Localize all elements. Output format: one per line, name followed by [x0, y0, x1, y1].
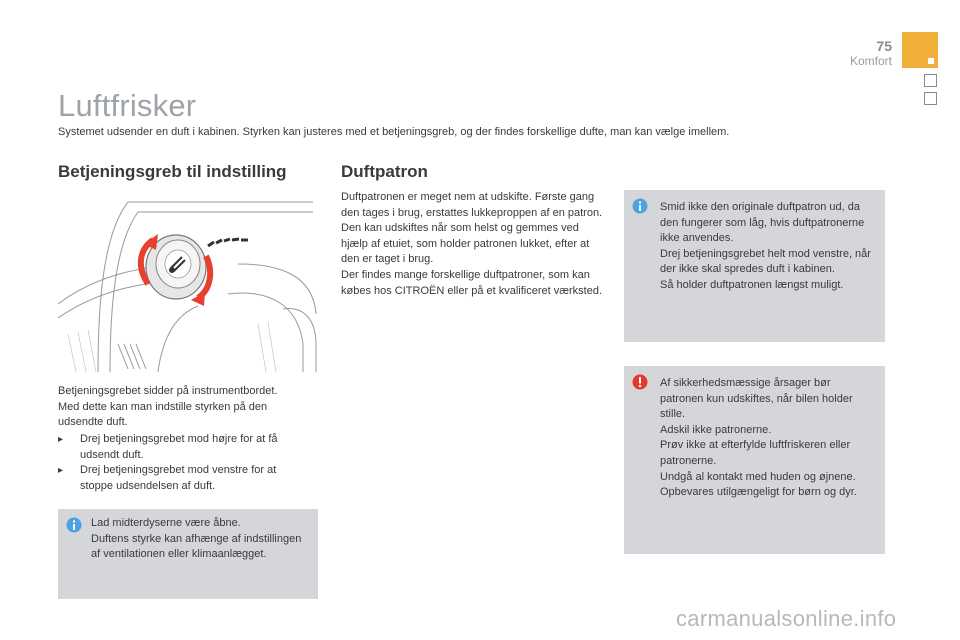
- rotary-knob-illustration: [58, 194, 318, 374]
- note-line: Adskil ikke patronerne.: [660, 423, 772, 436]
- heading-control: Betjeningsgreb til indstilling: [58, 162, 287, 181]
- intro-text: Systemet udsender en duft i kabinen. Styrken kan justeres med et betjeningsgreb, og der findes forskellige dufte, man kan vælge imellem.: [58, 126, 730, 138]
- paragraph: Betjeningsgrebet sidder på instrumentbordet.: [58, 385, 278, 397]
- info-note-box: [58, 509, 318, 599]
- warning-icon: [632, 374, 648, 390]
- watermark: carmanualsonline.info: [676, 606, 897, 631]
- list-item: ▸ Drej betjeningsgrebet mod højre for at få udsendt duft.: [58, 433, 278, 461]
- warning-note-box: [624, 366, 885, 554]
- note-line: Opbevares utilgængeligt for børn og dyr.: [660, 486, 857, 499]
- bullet-arrow-icon: ▸: [58, 465, 64, 477]
- paragraph: Der findes mange forskellige duftpatroner, som kan købes hos CITROËN eller på et kvalificeret værksted.: [341, 268, 603, 297]
- bullet-arrow-icon: ▸: [58, 434, 64, 445]
- chapter-tab-active[interactable]: [902, 32, 938, 68]
- note-line: Prøv ikke at efterfylde luftfriskeren eller patronerne.: [660, 439, 851, 467]
- section-label: Komfort: [849, 54, 892, 68]
- page-number: 75: [876, 38, 892, 54]
- note-line: Af sikkerhedsmæssige årsager bør patronen kun udskiftes, når bilen holder stille.: [660, 377, 853, 421]
- note-line: Smid ikke den originale duftpatron ud, da den fungerer som låg, hvis duftpatronerne ikke anvendes.: [660, 201, 865, 245]
- cartridge-description: [341, 190, 603, 299]
- info-icon: [66, 517, 82, 533]
- list-item: ▸ Drej betjeningsgrebet mod venstre for at stoppe udsendelsen af duft.: [58, 464, 277, 492]
- note-line: Undgå al kontakt med huden og øjnene.: [660, 470, 856, 483]
- note-line: Drej betjeningsgrebet helt mod venstre, når der ikke skal spredes duft i kabinen.: [660, 247, 871, 276]
- paragraph: Med dette kan man indstille styrken på den udsendte duft.: [58, 400, 268, 429]
- bullet-list: [58, 432, 308, 494]
- note-line: Duftens styrke kan afhænge af indstillingen af ventilationen eller klimaanlægget.: [91, 532, 302, 561]
- info-note-box: [624, 190, 885, 342]
- chapter-tab[interactable]: [924, 92, 937, 105]
- paragraph: Den kan udskiftes når som helst og gemmes ved hjælp af etuiet, som holder patronen lukket, efter at den er taget i brug.: [341, 222, 590, 266]
- control-description: [58, 384, 308, 431]
- info-icon: [632, 198, 648, 214]
- chapter-tab[interactable]: [924, 74, 937, 87]
- heading-cartridge: Duftpatron: [341, 162, 428, 181]
- note-line: Så holder duftpatronen længst muligt.: [660, 278, 844, 291]
- paragraph: Duftpatronen er meget nem at udskifte. Første gang den tages i brug, erstattes lukkeproppen af en patron.: [341, 191, 603, 219]
- page-title: Luftfrisker: [58, 88, 197, 123]
- note-line: Lad midterdyserne være åbne.: [91, 517, 241, 529]
